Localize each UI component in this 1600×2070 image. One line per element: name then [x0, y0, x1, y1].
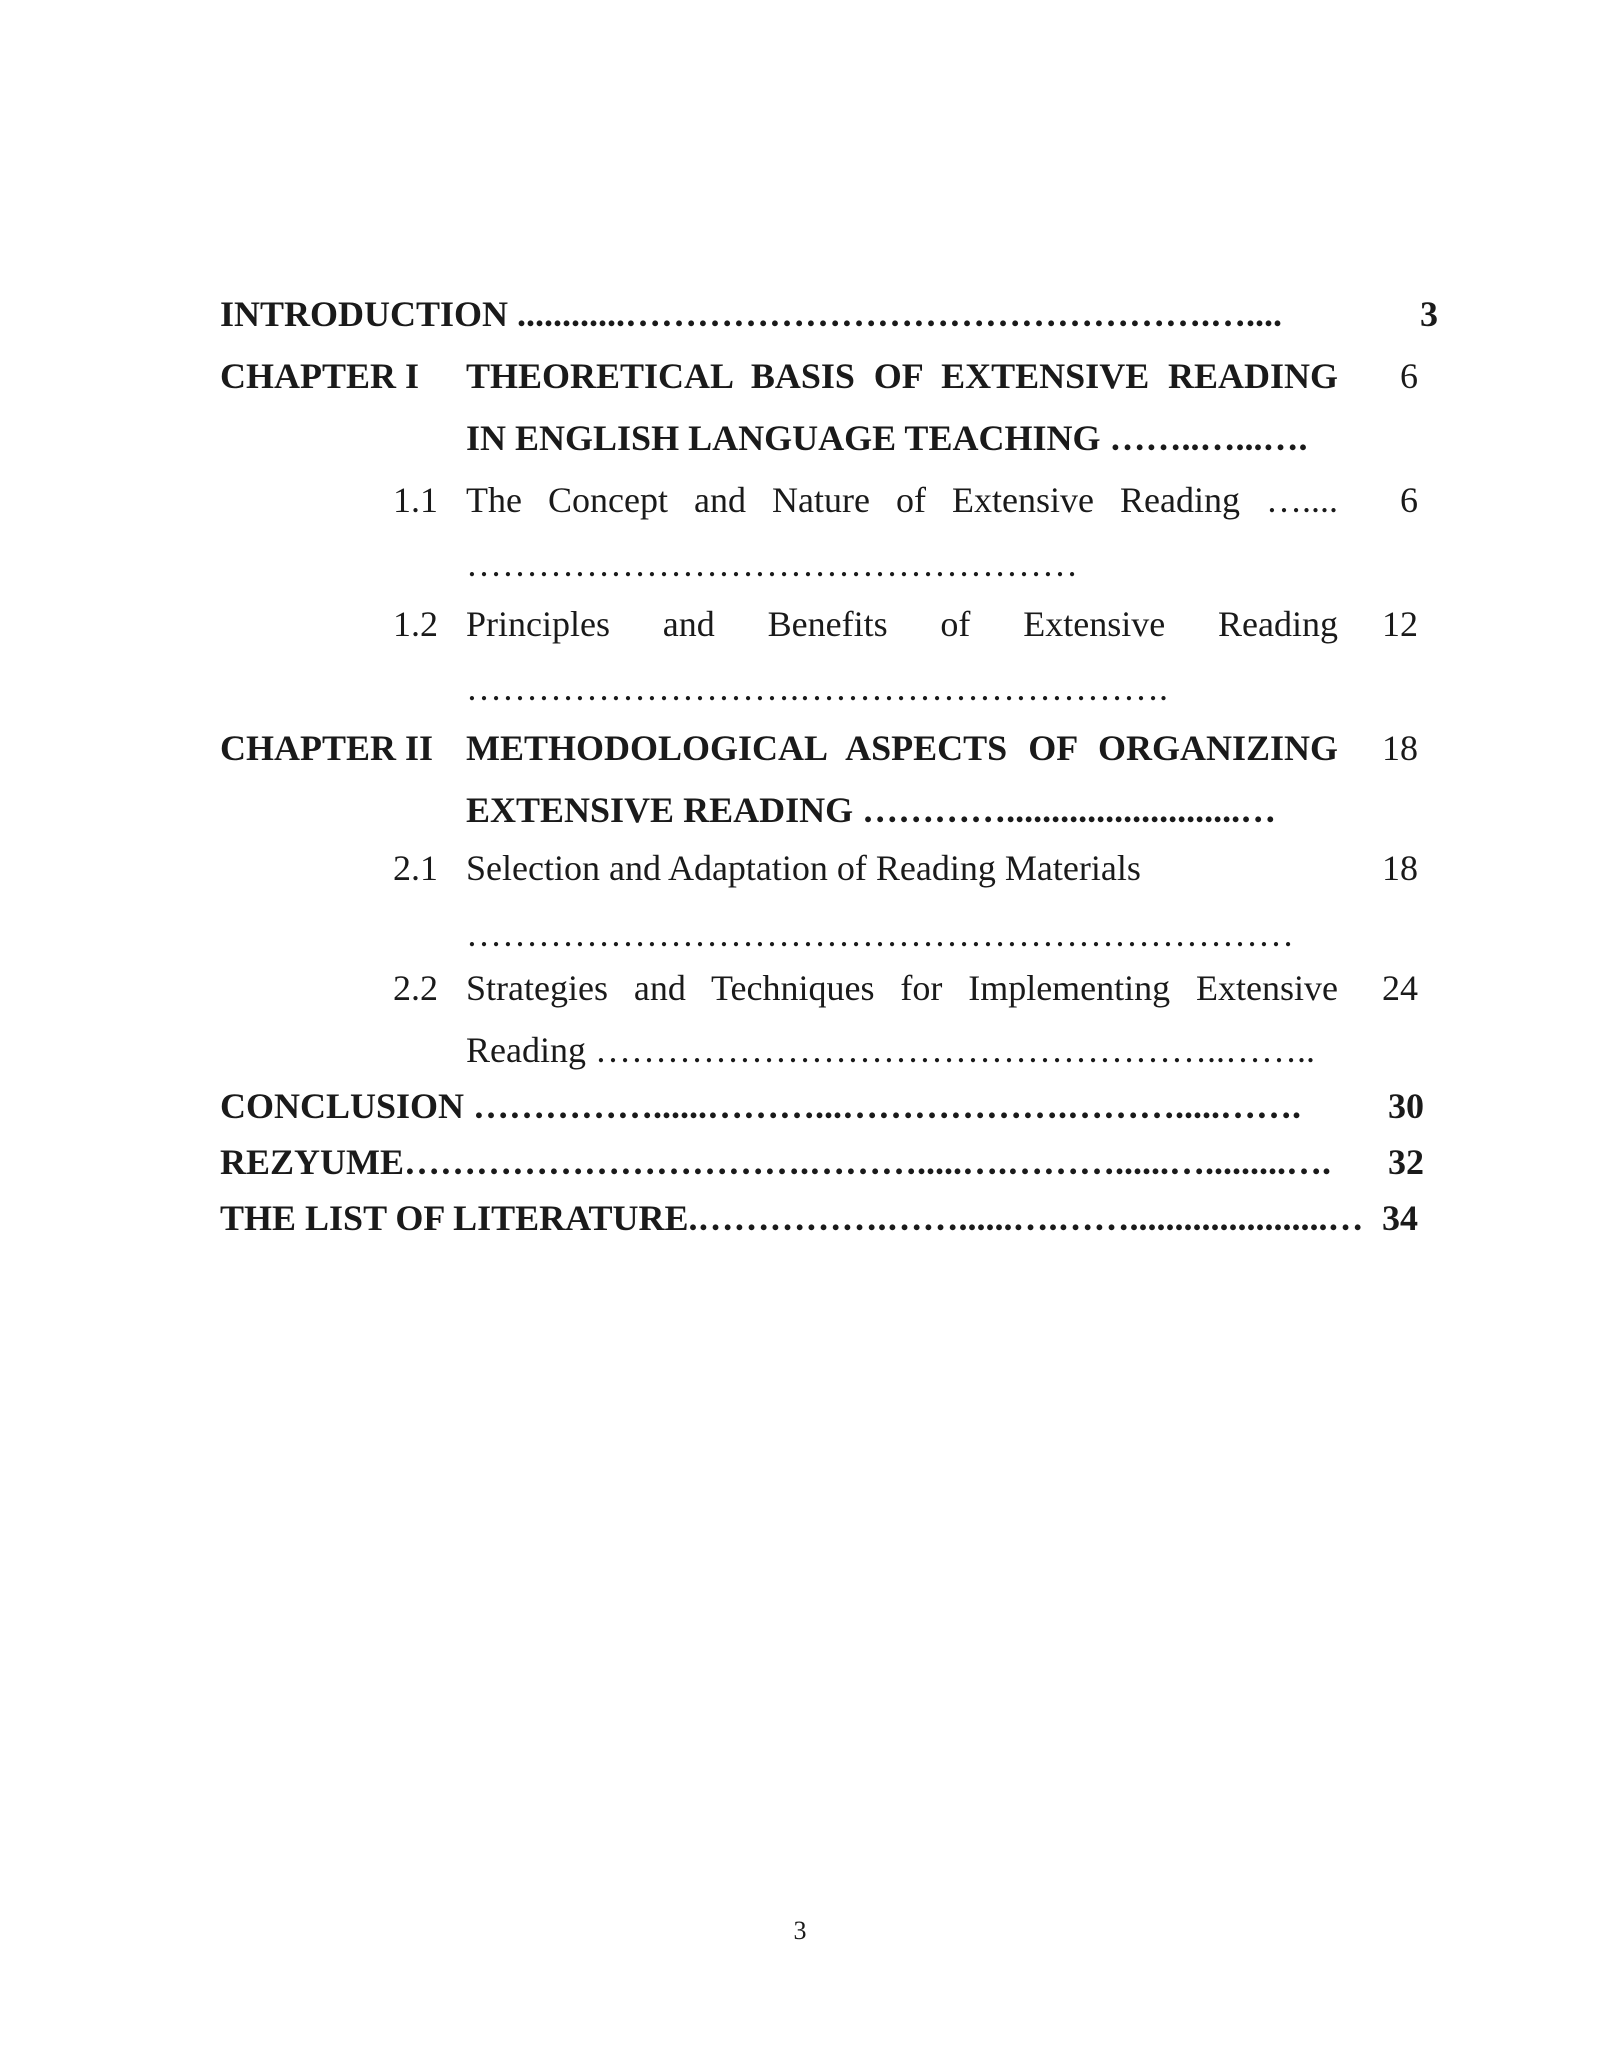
section-title: Principles and Benefits of Extensive Reading [466, 604, 1338, 644]
chapter-title-line: EXTENSIVE READING …………..........................… [466, 790, 1277, 830]
section-number: 2.2 [393, 968, 438, 1008]
section-title: Selection and Adaptation of Reading Materials [466, 848, 1141, 888]
toc-page-number: 12 [1382, 604, 1418, 644]
chapter-title-line: IN ENGLISH LANGUAGE TEACHING ……..…...…. [466, 418, 1308, 458]
toc-leader-dots: …………………………………………………………… [466, 914, 1294, 954]
toc-page-number: 32 [1388, 1142, 1424, 1182]
section-title-line: Reading ……………………………………………..…….. [466, 1030, 1315, 1070]
section-number: 1.2 [393, 604, 438, 644]
toc-leader-dots: …………………………………………… [466, 544, 1078, 584]
chapter-label: CHAPTER II [220, 728, 434, 768]
chapter-label: CHAPTER I [220, 356, 420, 396]
toc-label: THE LIST OF LITERATURE [220, 1198, 689, 1238]
section-title: The Concept and Nature of Extensive Reading ….... [466, 480, 1338, 520]
toc-entry-rezyume [220, 1140, 1340, 1184]
section-number: 1.1 [393, 480, 438, 520]
chapter-title-line: METHODOLOGICAL ASPECTS OF ORGANIZING [466, 728, 1338, 768]
page-footer-number: 3 [793, 1916, 807, 1945]
toc-leader-dots: .…………….……......….……......................… [688, 1198, 1364, 1238]
toc-page-number: 24 [1382, 968, 1418, 1008]
toc-page-number: 34 [1382, 1198, 1418, 1238]
section-title: Strategies and Techniques for Implementing Extensive [466, 968, 1338, 1008]
toc-leader-dots: ……………......………...……………….……….....……. [464, 1086, 1302, 1126]
toc-label: CONCLUSION [220, 1086, 465, 1126]
toc-page-number: 6 [1400, 356, 1418, 396]
toc-label: REZYUME [220, 1142, 405, 1182]
section-number: 2.1 [393, 848, 438, 888]
toc-entry-literature [220, 1196, 1364, 1240]
toc-entry-conclusion [220, 1084, 1340, 1128]
toc-entry-introduction [220, 292, 1340, 336]
toc-page-number: 18 [1382, 728, 1418, 768]
toc-page-number: 18 [1382, 848, 1418, 888]
toc-label: INTRODUCTION [220, 294, 509, 334]
toc-leader-dots: ……………………….…………………………. [466, 668, 1168, 708]
toc-leader-dots: ............………………………………………….….... [508, 294, 1283, 334]
toc-page-number: 3 [1420, 294, 1438, 334]
toc-leader-dots: …………………………….……….....….………......….........…. [404, 1142, 1332, 1182]
chapter-title-line: THEORETICAL BASIS OF EXTENSIVE READING [466, 356, 1338, 396]
toc-page-number: 6 [1400, 480, 1418, 520]
toc-page-number: 30 [1388, 1086, 1424, 1126]
